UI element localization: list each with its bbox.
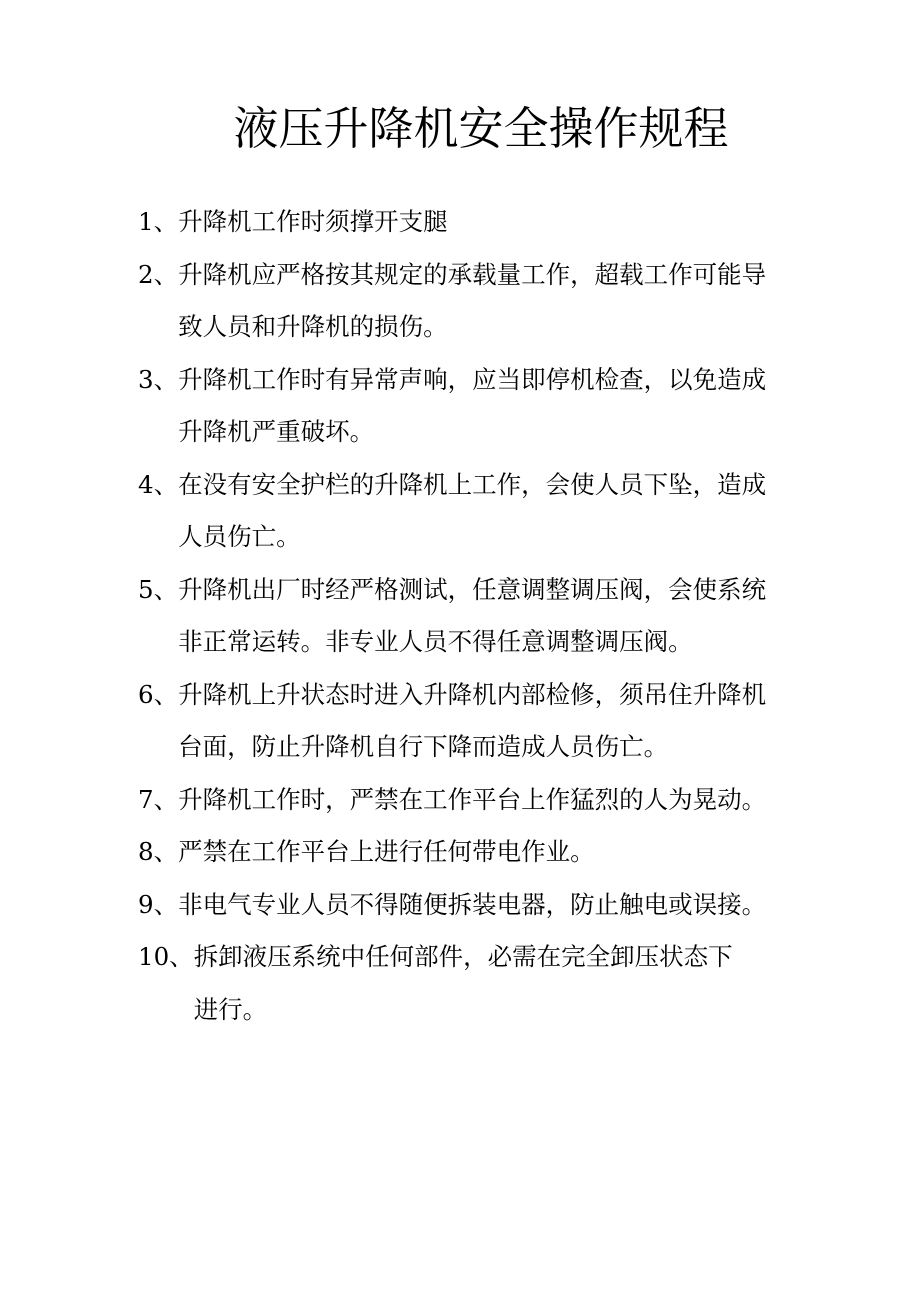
rule-item-10 [138,931,818,1036]
rule-line: 升降机工作时有异常声响，应当即停机检查，以免造成 [178,364,767,394]
rule-line: 台面，防止升降机自行下降而造成人员伤亡。 [178,732,669,761]
rule-number: 8、 [138,837,179,866]
rule-item-2 [138,249,818,354]
rule-item-9 [138,879,818,932]
rule-line: 在没有安全护栏的升降机上工作，会使人员下坠，造成 [178,469,767,499]
rule-item-1 [138,196,818,249]
rule-text [178,459,818,564]
rule-line: 致人员和升降机的损伤。 [178,312,448,341]
rule-text [178,826,818,879]
rule-item-3 [138,354,818,459]
rule-item-7 [138,774,818,827]
rule-number: 3、 [138,364,179,394]
rule-item-8 [138,826,818,879]
rule-text [194,931,818,1036]
rule-text [178,669,818,774]
rule-line: 升降机工作时，严禁在工作平台上作猛烈的人为晃动。 [178,784,767,814]
rule-text [178,196,818,249]
rule-line: 严禁在工作平台上进行任何带电作业。 [178,837,595,866]
rule-number: 1、 [138,207,179,236]
rule-number: 10、 [138,942,194,971]
rules-list [138,196,818,1036]
rule-number: 2、 [138,259,179,289]
rule-line: 进行。 [193,994,268,1024]
rule-line: 人员伤亡。 [178,522,301,551]
rule-number: 5、 [138,574,179,604]
rule-line: 升降机出厂时经严格测试，任意调整调压阀，会使系统 [178,574,767,604]
rule-text [178,879,818,932]
rule-line: 升降机应严格按其规定的承载量工作，超载工作可能导 [178,259,767,289]
rule-number: 7、 [138,784,179,814]
rule-text [178,354,818,459]
rule-text [178,774,818,827]
document-title: 液压升降机安全操作规程 [233,102,729,155]
rule-number: 6、 [138,679,179,709]
rule-number: 9、 [138,889,179,919]
rule-item-5 [138,564,818,669]
rule-line: 非正常运转。非专业人员不得任意调整调压阀。 [178,627,693,656]
rule-item-6 [138,669,818,774]
rule-line: 升降机严重破坏。 [178,417,375,446]
rule-text [178,564,818,669]
rule-number: 4、 [138,469,179,499]
rule-line: 非电气专业人员不得随便拆装电器，防止触电或误接。 [178,889,767,919]
rule-line: 升降机工作时须撑开支腿 [178,207,448,236]
rule-line: 拆卸液压系统中任何部件，必需在完全卸压状态下 [193,942,733,971]
rule-line: 升降机上升状态时进入升降机内部检修，须吊住升降机 [178,679,767,709]
rule-item-4 [138,459,818,564]
rule-text [178,249,818,354]
